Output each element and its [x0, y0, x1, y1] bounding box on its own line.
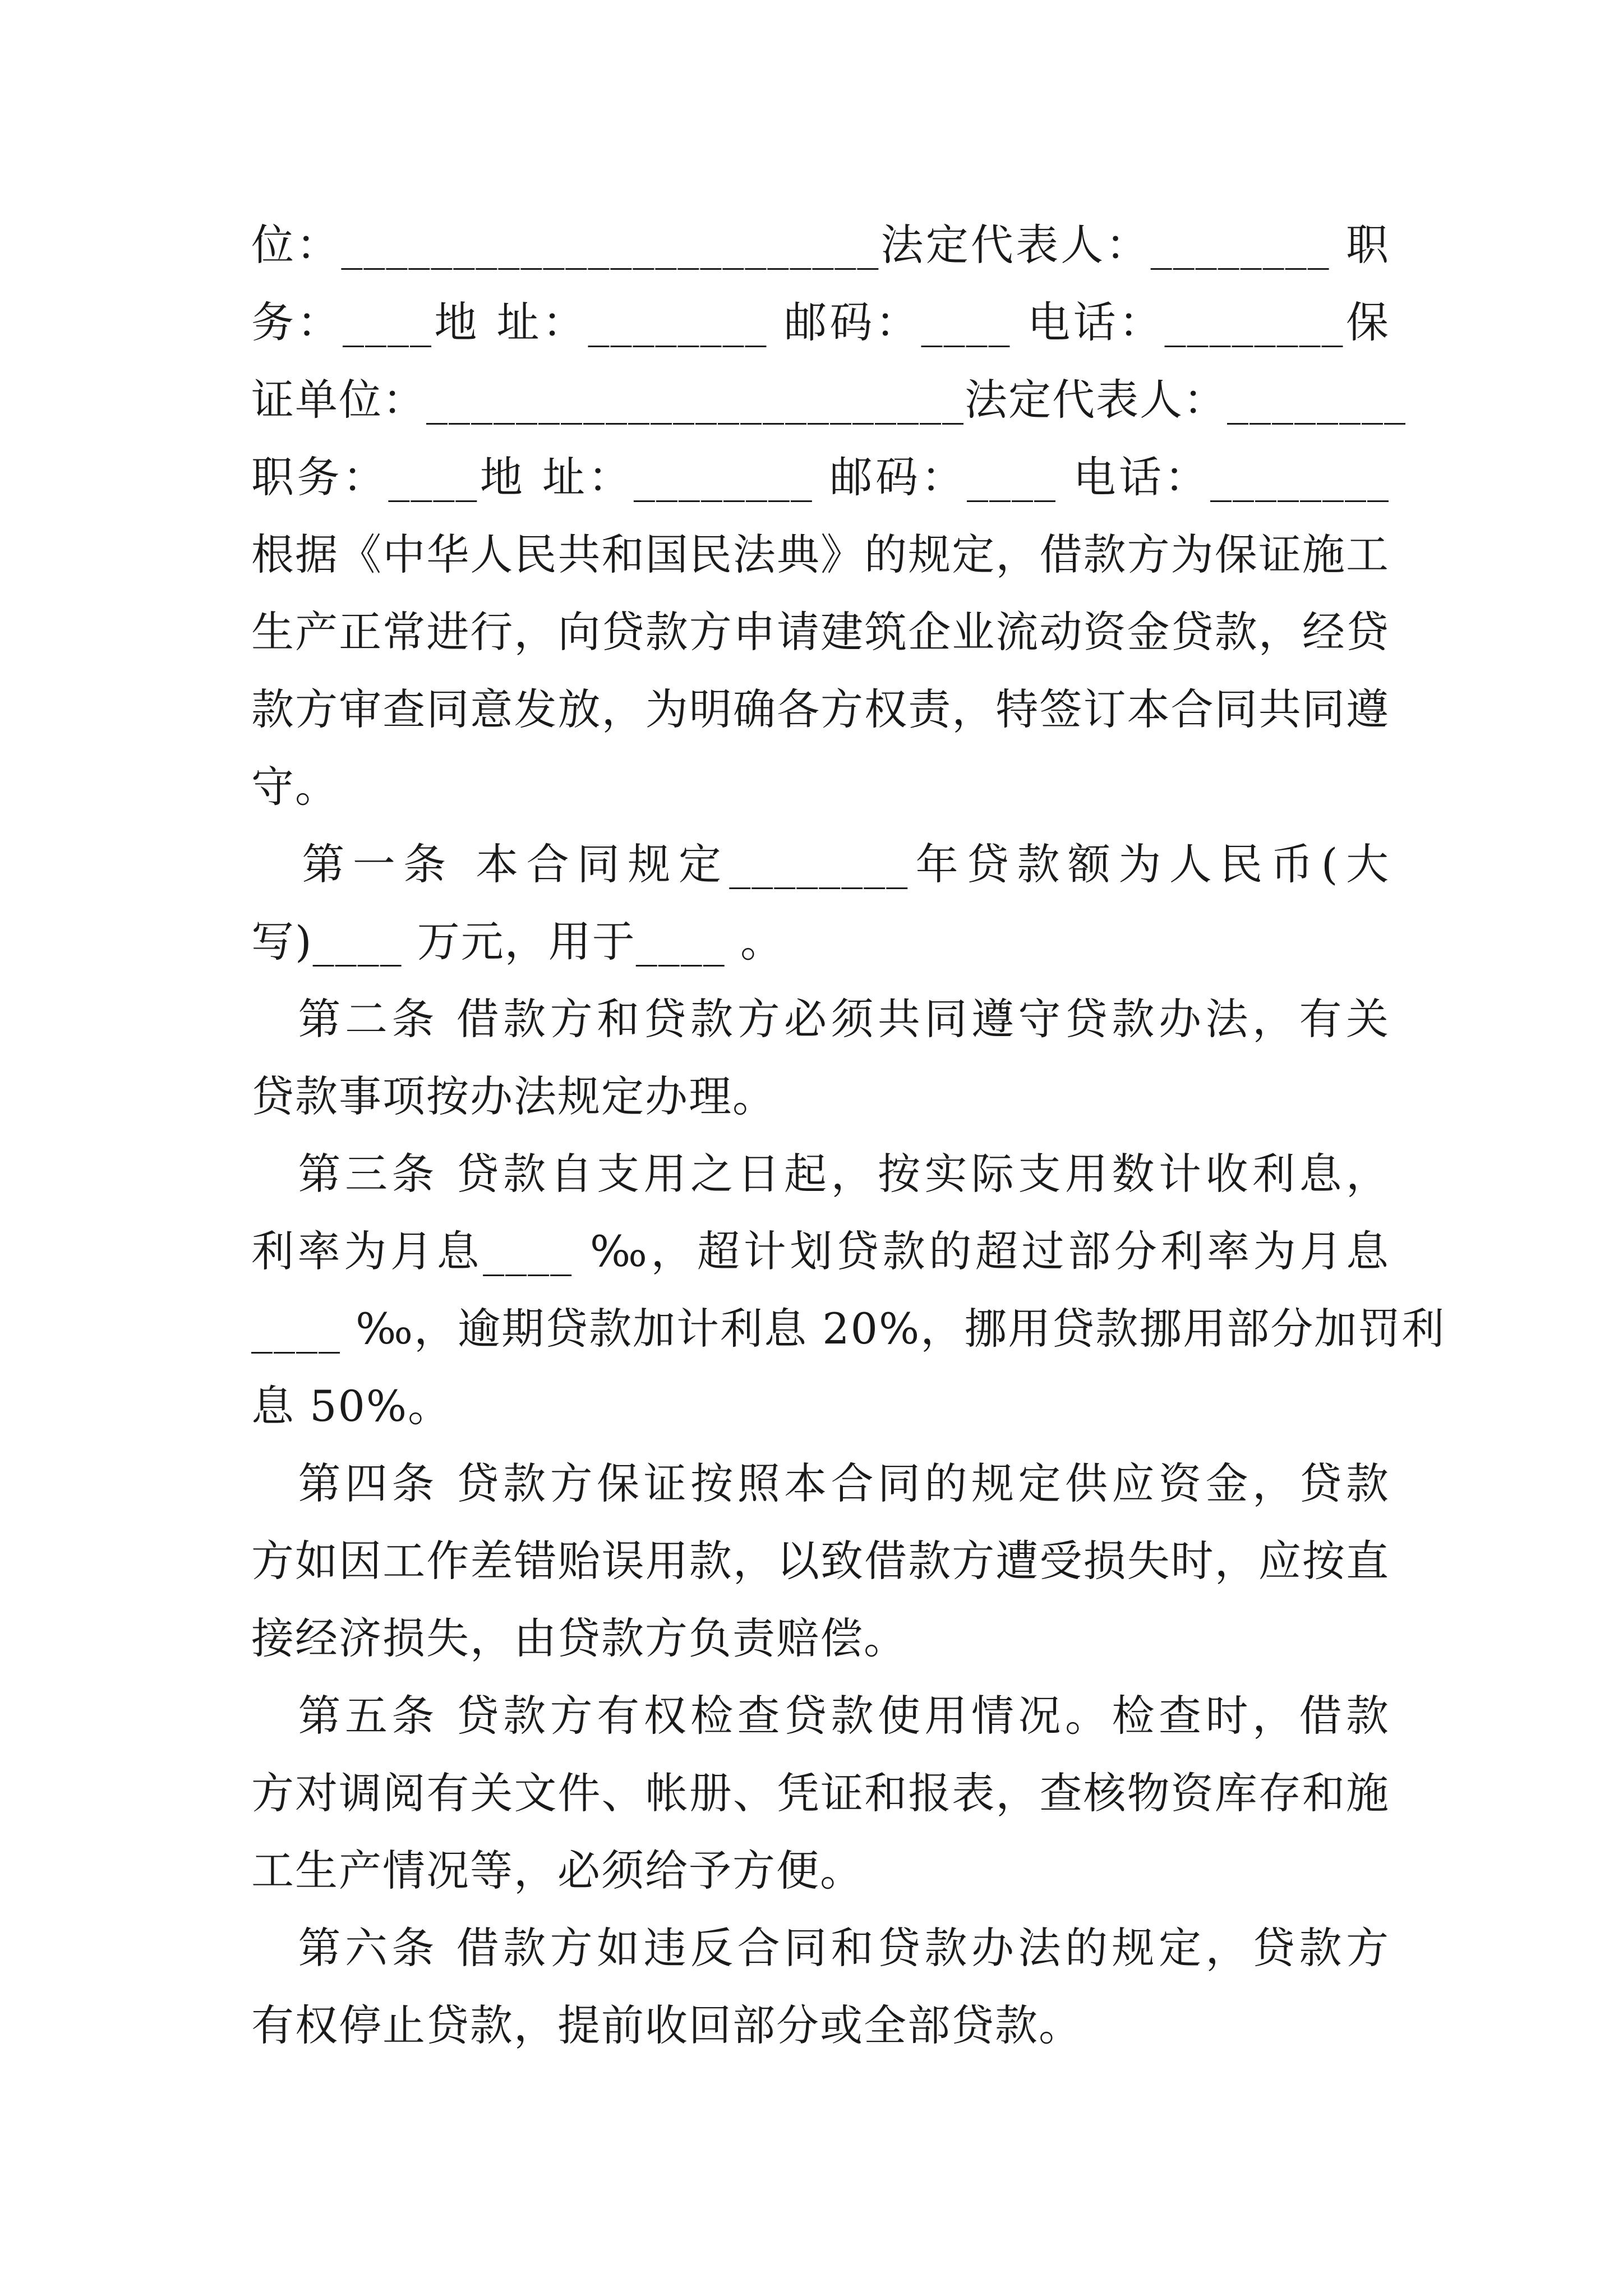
article-3-line: 利率为月息____ ‰，超计划贷款的超过部分利率为月息: [251, 1226, 1390, 1276]
text-line: 守。: [251, 762, 339, 812]
article-6-line: 第六条 借款方如违反合同和贷款办法的规定，贷款方: [251, 1923, 1390, 1973]
text-line: 位：________________________法定代表人：________ 职: [251, 220, 1390, 270]
text-line: 根据《中华人民共和国民法典》的规定，借款方为保证施工: [251, 530, 1390, 579]
text-line: 务：____地 址：________ 邮码：____ 电话：________保: [251, 297, 1390, 347]
article-2-line: 第二条 借款方和贷款方必须共同遵守贷款办法，有关: [251, 994, 1390, 1044]
text-line: 生产正常进行，向贷款方申请建筑企业流动资金贷款，经贷: [251, 607, 1390, 657]
article-1-line: 写)____ 万元，用于____ 。: [251, 917, 784, 967]
article-5-line: 工生产情况等，必须给予方便。: [251, 1846, 864, 1895]
text-line: 证单位：________________________法定代表人：________: [251, 375, 1407, 425]
article-6-line: 有权停止贷款，提前收回部分或全部贷款。: [251, 2000, 1082, 2050]
article-5-line: 第五条 贷款方有权检查贷款使用情况。检查时，借款: [251, 1691, 1390, 1741]
text-line: 职务：____地 址：________ 邮码：____ 电话：________: [251, 452, 1390, 502]
article-4-line: 接经济损失，由贷款方负责赔偿。: [251, 1613, 907, 1663]
article-4-line: 方如因工作差错贻误用款，以致借款方遭受损失时，应按直: [251, 1536, 1390, 1586]
article-4-line: 第四条 贷款方保证按照本合同的规定供应资金，贷款: [251, 1458, 1390, 1508]
article-1-line: 第一条 本合同规定________年贷款额为人民币(大: [251, 839, 1390, 889]
article-3-line: 第三条 贷款自支用之日起，按实际支用数计收利息，: [251, 1149, 1390, 1199]
article-3-line: ____ ‰，逾期贷款加计利息 20%，挪用贷款挪用部分加罚利: [251, 1304, 1446, 1354]
article-2-line: 贷款事项按办法规定办理。: [251, 1071, 776, 1121]
article-3-line: 息 50%。: [251, 1381, 452, 1431]
article-5-line: 方对调阅有关文件、帐册、凭证和报表，查核物资库存和施: [251, 1768, 1390, 1818]
text-line: 款方审查同意发放，为明确各方权责，特签订本合同共同遵: [251, 684, 1390, 734]
contract-body: [251, 206, 1446, 2064]
